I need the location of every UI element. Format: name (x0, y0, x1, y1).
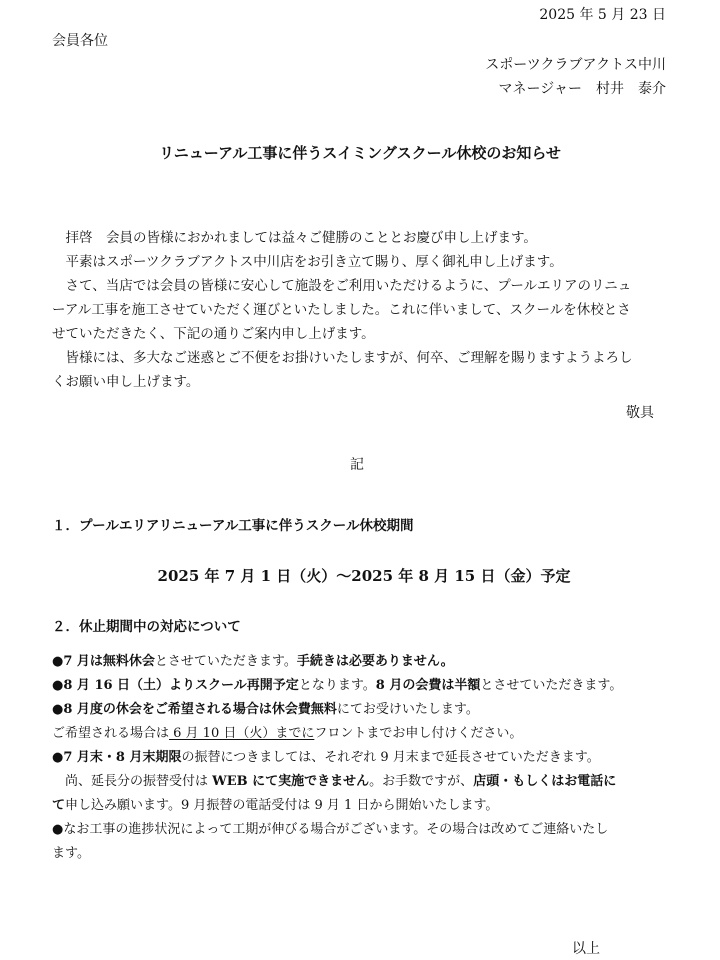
list-item (52, 674, 670, 698)
body-line: くお願い申し上げます。 (52, 374, 200, 390)
closure-period: 2025 年 7 月 1 日（火）～2025 年 8 月 15 日（金）予定 (157, 567, 571, 585)
body-line: せていただきたく、下記の通りご案内申し上げます。 (52, 326, 375, 342)
item-text: フロントまでお申し付けください。 (314, 726, 523, 741)
item-text: となります。 (298, 678, 376, 693)
section1-heading: １．プールエリアリニューアル工事に伴うスクール休校期間 (52, 518, 414, 534)
recipient: 会員各位 (52, 33, 108, 49)
sender-person: マネージャー 村井 泰介 (498, 81, 666, 97)
list-item-note (52, 722, 670, 746)
item-text: とさせていただきます。 (480, 678, 623, 693)
list-item-note (52, 794, 670, 818)
list-item-note (52, 770, 670, 794)
ki-marker: 記 (350, 457, 364, 473)
item-text: の振替につきましては、それぞれ 9 月末まで延長させていただきます。 (181, 750, 600, 765)
item-emphasis: ●8 月度の休会をご希望される場合は休会費無料 (52, 702, 337, 717)
deadline-underlined: 6 月 10 日（火）までに (169, 726, 315, 741)
section2-heading: ２．休止期間中の対応について (52, 619, 241, 635)
body-line: ーアル工事を施工させていただく運びといたしました。これに伴いまして、スクールを休校とさ (52, 302, 631, 318)
body-line: さて、当店では会員の皆様に安心して施設をご利用いただけるように、プールエリアのリニュ (52, 278, 632, 294)
section2-list (52, 650, 670, 866)
item-text: 。お手数ですが、 (369, 774, 474, 789)
list-item (52, 650, 670, 674)
body-line: 平素はスポーツクラブアクトス中川店をお引き立て賜り、厚く御礼申し上げます。 (52, 254, 563, 270)
item-emphasis: WEB にて実施できません (212, 774, 370, 789)
document-date: 2025 年 5 月 23 日 (539, 7, 666, 23)
item-text: 申し込み願います。9 月振替の電話受付は 9 月 1 日から開始いたします。 (65, 798, 499, 813)
sender-organization: スポーツクラブアクトス中川 (485, 57, 666, 73)
ending-ijou: 以上 (572, 941, 600, 957)
item-emphasis: 手続きは必要ありません。 (296, 654, 454, 669)
list-item: ●なお工事の進捗状況によって工期が伸びる場合がございます。その場合は改めてご連絡いたし (52, 822, 609, 837)
item-emphasis: 店頭・もしくはお電話に (473, 774, 617, 789)
item-emphasis: て (52, 798, 66, 813)
body-line: 拝啓 会員の皆様におかれましては益々ご健勝のこととお慶び申し上げます。 (52, 230, 537, 246)
body-text (52, 226, 670, 394)
list-item-continuation: ます。 (52, 846, 90, 861)
list-item (52, 746, 670, 770)
body-line: 皆様には、多大なご迷惑とご不便をお掛けいたしますが、何卒、ご理解を賜りますようよろし (52, 350, 633, 366)
item-text: とさせていただきます。 (154, 654, 297, 669)
item-emphasis: 8 月の会費は半額 (375, 678, 481, 693)
item-text: にてお受けいたします。 (336, 702, 479, 717)
item-text: 尚、延長分の振替受付は (52, 774, 213, 789)
closing-keigu: 敬具 (626, 405, 654, 421)
document-title: リニューアル工事に伴うスイミングスクール休校のお知らせ (159, 144, 561, 162)
item-emphasis: ●8 月 16 日（土）よりスクール再開予定 (52, 678, 299, 693)
list-item (52, 698, 670, 722)
item-emphasis: ●7 月末・8 月末期限 (52, 750, 182, 765)
item-text: ご希望される場合は (52, 726, 170, 741)
item-emphasis: ●7 月は無料休会 (52, 654, 155, 669)
